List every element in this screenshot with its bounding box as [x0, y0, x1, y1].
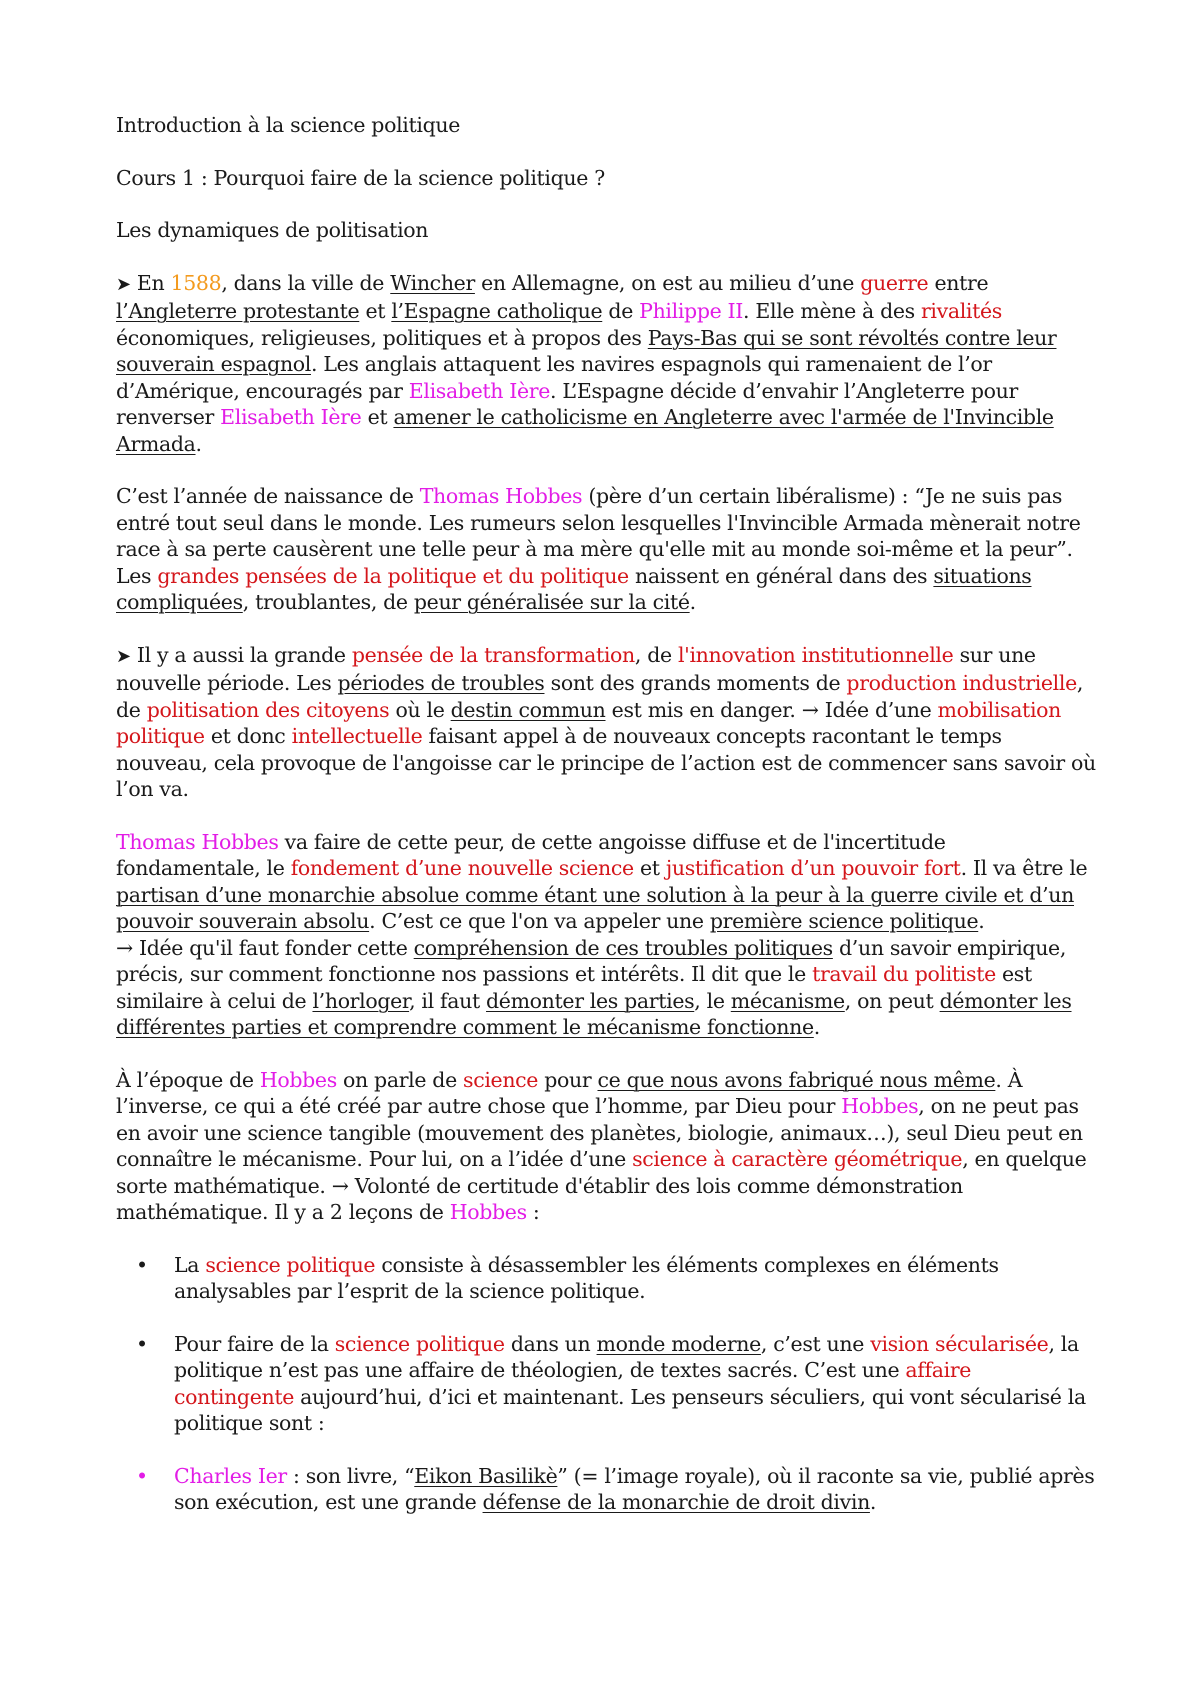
underlined-text: périodes de troubles — [337, 671, 545, 695]
bullet-icon: • — [136, 1463, 148, 1488]
text-run: , on peut — [844, 988, 940, 1013]
highlighted-text: rivalités — [920, 299, 1002, 323]
text-run: . Elle mène à des — [743, 299, 921, 323]
paragraph-6 — [116, 1067, 1096, 1226]
section-heading: Les dynamiques de politisation — [116, 218, 429, 242]
highlighted-text: Thomas Hobbes — [419, 484, 583, 508]
arrowhead-icon: ➤ — [116, 645, 131, 667]
paragraph-1-text — [116, 271, 1056, 456]
text-run: . — [869, 1490, 877, 1514]
list-item — [116, 1463, 1096, 1516]
underlined-text: amener le catholicisme en Angleterre avec l'armée de l'Invincible Armada — [116, 405, 1054, 456]
text-run: , c’est une — [760, 1331, 871, 1356]
underlined-text: démonter les parties — [486, 988, 695, 1013]
underlined-text: monde moderne — [596, 1331, 761, 1356]
text-run: d’un savoir empirique, précis, sur comment fonctionne nos passions et intérêts. Il dit que le — [116, 935, 1067, 986]
lessons-list — [116, 1252, 1096, 1516]
highlighted-text: production industrielle — [846, 671, 1077, 695]
text-run: C’est l’année de naissance de — [116, 484, 420, 508]
highlighted-text: affaire contingente — [174, 1358, 972, 1409]
highlighted-text: Hobbes — [449, 1200, 527, 1224]
underlined-text: l’Angleterre protestante — [116, 299, 360, 323]
highlighted-text: science politique — [205, 1252, 376, 1277]
text-run: , il faut — [409, 988, 487, 1013]
text-run: naissent en général dans des — [628, 563, 934, 588]
underlined-text: l’horloger — [312, 988, 410, 1013]
text-run: , troublantes, de — [242, 590, 414, 614]
course-heading: Cours 1 : Pourquoi faire de la science politique ? — [116, 165, 605, 190]
text-run: : son livre, “ — [286, 1463, 415, 1488]
document-title: Introduction à la science politique — [116, 113, 460, 137]
paragraph-3 — [116, 642, 1096, 803]
text-run: consiste à désassembler les éléments complexes en éléments analysables par l’esprit de la science politique. — [174, 1252, 999, 1303]
highlighted-text: fondement d’une nouvelle science — [290, 856, 634, 880]
bullet-icon: • — [136, 1252, 148, 1277]
paragraph-3-text — [116, 643, 1096, 802]
highlighted-text: science — [463, 1067, 539, 1092]
underlined-text: compréhension de ces troubles politiques — [413, 935, 833, 960]
text-run: sur une nouvelle période. Les — [116, 642, 1036, 695]
underlined-text: ce que nous avons fabriqué nous même — [597, 1067, 996, 1092]
highlighted-text: mobilisation politique — [116, 697, 1062, 748]
highlighted-text: 1588 — [170, 270, 222, 295]
highlighted-text: science politique — [334, 1331, 505, 1356]
paragraph-2 — [116, 483, 1096, 616]
list-spacer — [116, 1305, 1096, 1331]
highlighted-text: justification d’un pouvoir fort — [665, 856, 961, 880]
text-run: et — [361, 405, 394, 429]
highlighted-text: Hobbes — [841, 1094, 919, 1118]
list-item-text — [174, 1253, 999, 1304]
highlighted-text: Elisabeth Ière — [220, 405, 362, 429]
underlined-text: Eikon Basilikè — [414, 1463, 558, 1488]
arrowhead-icon: ➤ — [116, 273, 131, 295]
text-run: de — [602, 299, 640, 323]
underlined-text: destin commun — [450, 697, 606, 722]
text-run: sont des grands moments de — [544, 671, 847, 695]
highlighted-text: pensée de la transformation — [351, 642, 635, 667]
text-run: . — [813, 1015, 820, 1039]
text-run: où le — [389, 697, 451, 722]
text-run: Il y a aussi la grande — [130, 642, 352, 667]
underlined-text: situations compliquées — [116, 563, 1032, 614]
highlighted-text: politisation des citoyens — [146, 697, 390, 722]
underlined-text: partisan d’une monarchie absolue comme étant une solution à la peur à la guerre civile et d’un pouvoir souverain absolu — [116, 882, 1074, 933]
text-run: . Les anglais attaquent les navires espagnols qui ramenaient de l’or d’Amérique, encouragés par — [116, 352, 992, 403]
text-run: , de — [634, 642, 678, 667]
underlined-text: première science politique — [709, 909, 979, 933]
text-run: En — [130, 270, 171, 295]
text-run: . — [689, 590, 696, 614]
list-item — [116, 1331, 1096, 1437]
underlined-text: Wincher — [390, 270, 475, 295]
text-run: Pour faire de la — [174, 1331, 335, 1356]
highlighted-text: Elisabeth Ière — [408, 378, 551, 403]
text-run: économiques, religieuses, politiques et à propos des — [116, 325, 648, 350]
text-run: . — [978, 909, 985, 933]
paragraph-1 — [116, 270, 1096, 458]
text-run: ” (= l’image royale), où il raconte sa vie, publié après son exécution, est une grande — [174, 1463, 1095, 1514]
text-run: pour — [538, 1067, 598, 1092]
text-run: . — [195, 431, 202, 456]
text-run: , la politique n’est pas une affaire de théologien, de textes sacrés. C’est une — [174, 1331, 1079, 1382]
list-item — [116, 1252, 1096, 1305]
text-run: . L’Espagne décide d’envahir l’Angleterre pour renverser — [116, 378, 1018, 429]
highlighted-text: vision sécularisée — [870, 1331, 1049, 1356]
highlighted-text: travail du politiste — [812, 962, 996, 986]
highlighted-text: grandes pensées de la politique et du politique — [157, 563, 629, 588]
text-run: et — [359, 299, 392, 323]
text-run: La — [174, 1252, 206, 1277]
text-run: , de — [116, 671, 1084, 722]
underlined-text: démonter les différentes parties et comprendre comment le mécanisme fonctionne — [116, 988, 1072, 1039]
highlighted-text: l'innovation institutionnelle — [677, 642, 954, 667]
list-item-text — [174, 1464, 1094, 1515]
highlighted-text: Philippe II — [639, 299, 744, 323]
paragraph-5 — [116, 935, 1096, 1041]
text-run: entre — [928, 270, 989, 295]
paragraph-4 — [116, 829, 1096, 935]
highlighted-text: intellectuelle — [291, 724, 423, 748]
list-item-text — [174, 1332, 1086, 1436]
list-spacer — [116, 1437, 1096, 1463]
highlighted-text: Charles Ier — [174, 1463, 287, 1488]
highlighted-text: science à caractère géométrique — [632, 1147, 963, 1171]
text-run: À l’époque de — [116, 1067, 260, 1092]
bullet-icon: • — [136, 1331, 148, 1356]
text-run: , le — [694, 988, 731, 1013]
document-page — [116, 112, 1096, 1516]
text-run: est similaire à celui de — [116, 962, 1032, 1013]
highlighted-text: Hobbes — [259, 1067, 337, 1092]
text-run: faisant appel à de nouveaux concepts racontant le temps nouveau, cela provoque de l'angoisse car le principe de l’action est de commencer sans savoir où l’on va. — [116, 724, 1096, 801]
underlined-text: mécanisme — [730, 988, 845, 1013]
underlined-text: défense de la monarchie de droit divin — [482, 1490, 870, 1514]
text-run: , en quelque sorte mathématique. → Volonté de certitude d'établir des lois comme démonstration mathématique. Il y a 2 leçons de — [116, 1147, 1087, 1224]
underlined-text: Pays-Bas qui se sont révoltés contre leur souverain espagnol — [116, 325, 1057, 376]
text-run: et — [633, 856, 666, 880]
text-run: . Il va être le — [960, 856, 1088, 880]
text-run: . C’est ce que l'on va appeler une — [369, 909, 710, 933]
text-run: et donc — [204, 724, 292, 748]
text-run: → Idée qu'il faut fonder cette — [116, 935, 414, 960]
text-run: (père d’un certain libéralisme) : “Je ne suis pas entré tout seul dans le monde. Les rumeurs selon lesquelles l'Invincible Armada mènerait notre race à sa perte causèrent une telle peur à ma mère qu'elle mit au monde soi-même et la peur”. Les — [116, 484, 1081, 588]
text-run: dans un — [504, 1331, 597, 1356]
text-run: est mis en danger. → Idée d’une — [605, 697, 938, 722]
highlighted-text: guerre — [860, 270, 929, 295]
text-run: , dans la ville de — [221, 270, 391, 295]
underlined-text: l’Espagne catholique — [391, 299, 603, 323]
text-run: va faire de cette peur, de cette angoisse diffuse et de l'incertitude fondamentale, le — [116, 829, 946, 880]
text-run: aujourd’hui, d’ici et maintenant. Les penseurs séculiers, qui vont sécularisé la politique sont : — [174, 1384, 1086, 1435]
text-run: , on ne peut pas en avoir une science tangible (mouvement des planètes, biologie, animaux…), seul Dieu peut en connaître le mécanisme. Pour lui, on a l’idée d’une — [116, 1094, 1083, 1171]
text-run: en Allemagne, on est au milieu d’une — [474, 270, 861, 295]
text-run: : — [526, 1200, 540, 1224]
text-run: on parle de — [336, 1067, 464, 1092]
highlighted-text: Thomas Hobbes — [116, 829, 279, 854]
text-run: . À l’inverse, ce qui a été créé par autre chose que l’homme, par Dieu pour — [116, 1067, 1023, 1118]
underlined-text: peur généralisée sur la cité — [413, 590, 690, 614]
